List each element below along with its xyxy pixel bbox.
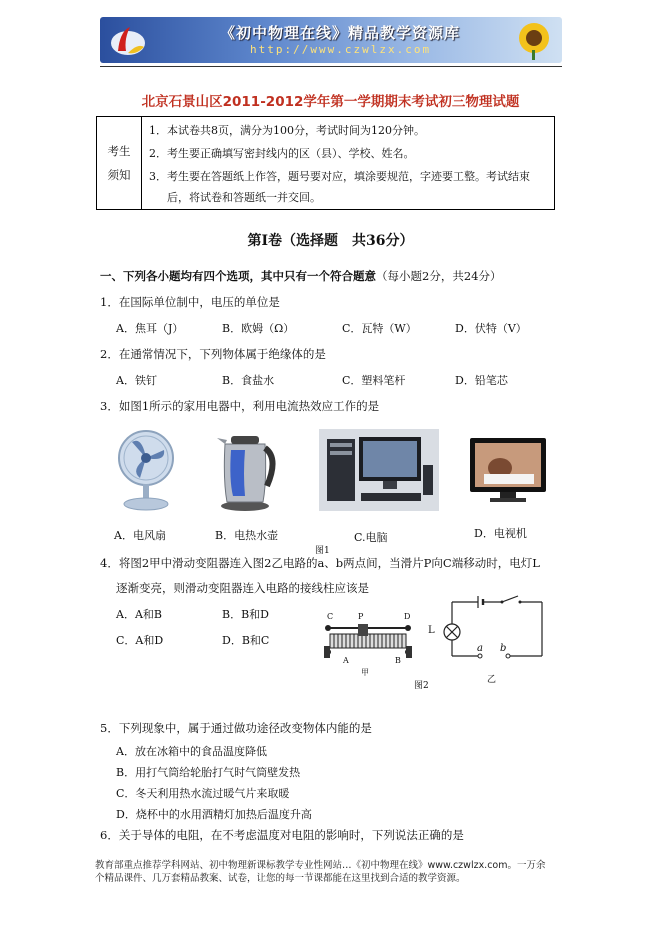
notice-item: 1．本试卷共8页，满分为100分，考试时间为120分钟。 bbox=[149, 124, 425, 137]
q3-option-a[interactable]: A．电风扇 bbox=[114, 529, 166, 542]
footer-line-2: 个精品课件、几万套精品教案、试卷，让您的每一节课都能在这里找到合适的教学资源。 bbox=[95, 873, 466, 884]
notice-head-line2: 须知 bbox=[107, 168, 131, 182]
computer-image bbox=[319, 429, 439, 511]
document-title: 北京石景山区2011-2012学年第一学期期末考试初三物理试题 bbox=[141, 94, 520, 110]
site-banner bbox=[100, 17, 562, 63]
q2-option-c[interactable]: C．塑料笔杆 bbox=[342, 374, 406, 387]
question-6-stem: 6．关于导体的电阻，在不考虑温度对电阻的影响时，下列说法正确的是 bbox=[100, 828, 464, 842]
notice-header-cell bbox=[97, 117, 142, 209]
figure-2-yi-label: 乙 bbox=[487, 675, 497, 685]
circuit-label-l: L bbox=[428, 625, 435, 636]
section-title: 第Ⅰ卷（选择题 共36分） bbox=[247, 233, 414, 249]
rheostat-label-d: D bbox=[404, 612, 411, 621]
television-image bbox=[470, 438, 546, 504]
q2-option-d[interactable]: D．铅笔芯 bbox=[455, 374, 508, 387]
q1-option-c[interactable]: C．瓦特（W） bbox=[342, 322, 417, 335]
q5-option-c[interactable]: C．冬天利用热水流过暖气片来取暖 bbox=[116, 787, 290, 800]
q2-option-b[interactable]: B．食盐水 bbox=[222, 374, 275, 387]
notice-item: 后，将试卷和答题纸一并交回。 bbox=[167, 191, 321, 204]
notice-item: 3．考生要在答题纸上作答，题号要对应，填涂要规范，字迹要工整。考试结束 bbox=[149, 170, 530, 183]
q4-option-b[interactable]: B．B和D bbox=[222, 608, 269, 621]
page-footer bbox=[95, 859, 565, 885]
q4-option-a[interactable]: A．A和B bbox=[116, 608, 162, 621]
q2-option-a[interactable]: A．铁钉 bbox=[116, 374, 157, 387]
q4-option-d[interactable]: D．B和C bbox=[222, 634, 270, 647]
circuit-diagram bbox=[440, 594, 550, 664]
banner-title: 《初中物理在线》精品教学资源库 bbox=[220, 24, 461, 42]
rheostat-label-b: B bbox=[395, 656, 401, 665]
q3-option-b[interactable]: B．电热水壶 bbox=[215, 529, 279, 542]
notice-item: 2．考生要正确填写密封线内的区（县）、学校、姓名。 bbox=[149, 147, 415, 160]
question-3-stem: 3．如图1所示的家用电器中，利用电流热效应工作的是 bbox=[100, 399, 380, 413]
q1-option-a[interactable]: A．焦耳（J） bbox=[116, 322, 184, 335]
q1-option-d[interactable]: D．伏特（V） bbox=[455, 322, 527, 335]
footer-line-1: 教育部重点推荐学科网站、初中物理新课标教学专业性网站…《初中物理在线》www.czwlzx.com。一万余 bbox=[95, 860, 546, 871]
electric-fan-image bbox=[112, 428, 180, 512]
figure-1-caption: 图1 bbox=[315, 546, 330, 556]
rheostat-label-a: A bbox=[343, 656, 349, 665]
q1-option-b[interactable]: B．欧姆（Ω） bbox=[222, 322, 295, 335]
banner-url[interactable]: http://www.czwlzx.com bbox=[250, 43, 432, 56]
figure-2-jia-label: 甲 bbox=[361, 668, 369, 677]
sunflower-icon bbox=[508, 20, 556, 60]
q5-option-b[interactable]: B．用打气筒给轮胎打气时气筒壁发热 bbox=[116, 766, 301, 779]
figure-2-caption: 图2 bbox=[414, 681, 429, 691]
question-1-stem: 1．在国际单位制中，电压的单位是 bbox=[100, 295, 280, 309]
q3-option-c[interactable]: C.电脑 bbox=[354, 531, 388, 544]
exam-notice-table bbox=[96, 116, 555, 210]
circuit-label-a: a bbox=[477, 643, 483, 654]
q4-option-c[interactable]: C．A和D bbox=[116, 634, 164, 647]
question-2-stem: 2．在通常情况下，下列物体属于绝缘体的是 bbox=[100, 347, 326, 361]
q5-option-d[interactable]: D．烧杯中的水用酒精灯加热后温度升高 bbox=[116, 808, 312, 821]
electric-kettle-image bbox=[215, 430, 279, 512]
rheostat-label-c: C bbox=[327, 612, 334, 621]
question-5-stem: 5．下列现象中，属于通过做功途径改变物体内能的是 bbox=[100, 721, 372, 735]
site-logo-icon bbox=[108, 21, 148, 59]
question-4-stem: 4．将图2甲中滑动变阻器连入图2乙电路的a、b两点间，当滑片P向C端移动时，电灯L bbox=[100, 556, 540, 570]
circuit-label-b: b bbox=[500, 643, 507, 654]
header-rule bbox=[100, 66, 562, 67]
part-heading-rest: （每小题2分，共24分） bbox=[376, 269, 502, 283]
notice-head-line1: 考生 bbox=[107, 144, 131, 158]
q3-option-d[interactable]: D．电视机 bbox=[474, 527, 527, 540]
question-4-stem-cont: 逐渐变亮，则滑动变阻器连入电路的接线柱应该是 bbox=[116, 581, 369, 595]
part-heading-bold: 一、下列各小题均有四个选项，其中只有一个符合题意 bbox=[100, 269, 376, 283]
q5-option-a[interactable]: A．放在冰箱中的食品温度降低 bbox=[116, 745, 267, 758]
part-heading bbox=[100, 268, 501, 284]
rheostat-label-p: P bbox=[358, 612, 364, 621]
